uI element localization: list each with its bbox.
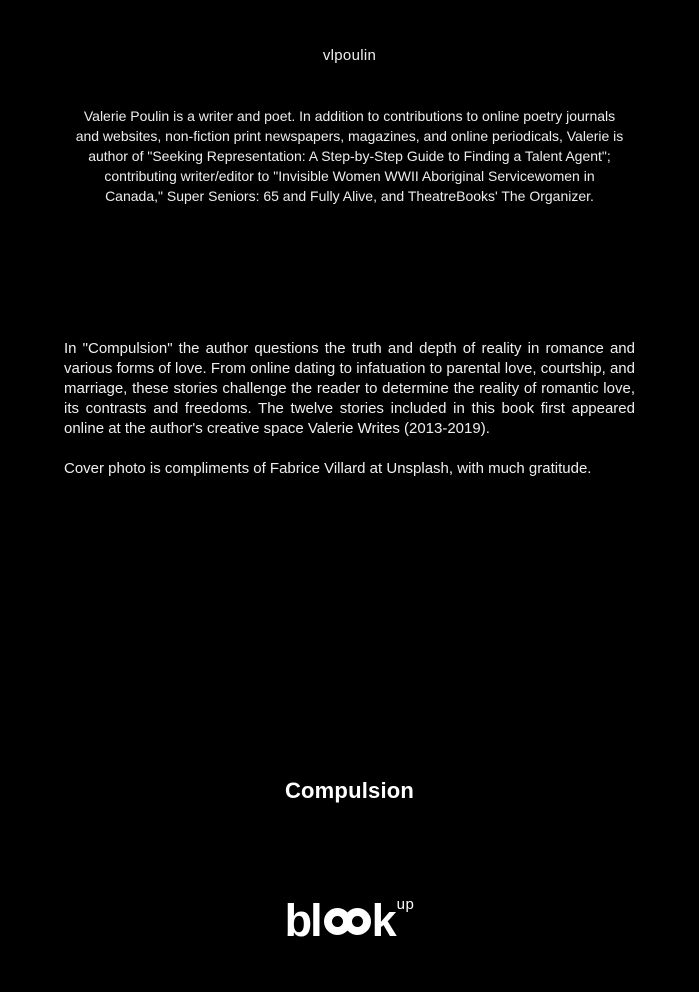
logo-superscript-up: up (396, 896, 415, 913)
logo-text-k: k (371, 895, 395, 947)
description-paragraph: In "Compulsion" the author questions the truth and depth of reality in romance and various forms of love. From online dating to infatuation to parental love, courtship, and marriage, these stories challenge the reader to determine the reality of romantic love, its contrasts and freedoms. The twelve stories included in this book first appeared online at the author's creative space Valerie Writes (2013-2019). (64, 340, 635, 437)
infinity-double-o-icon (324, 908, 371, 935)
logo-text-bl: bl (284, 895, 321, 947)
author-username: vlpoulin (322, 47, 377, 64)
photo-credit: Cover photo is compliments of Fabrice Villard at Unsplash, with much gratitude. (64, 460, 592, 477)
book-description (64, 339, 635, 479)
blookup-logo (0, 895, 699, 947)
logo-circle-right (344, 908, 371, 935)
book-title: Compulsion (284, 778, 415, 803)
author-bio: Valerie Poulin is a writer and poet. In addition to contributions to online poetry journals and websites, non-fiction print newspapers, magazines, and online periodicals, Valerie is author of "Seeking Representation: A Step-by-Step Guide to Finding a Talent Agent"; contributing writer/editor to "Invisible Women WWII Aboriginal Servicewomen in Canada," Super Seniors: 65 and Fully Alive, and TheatreBooks' The Organizer. (75, 108, 624, 204)
